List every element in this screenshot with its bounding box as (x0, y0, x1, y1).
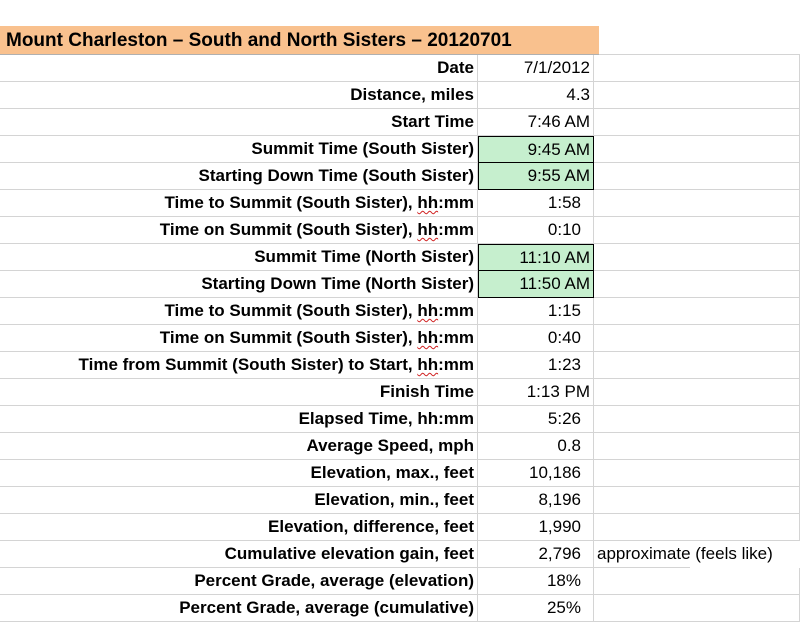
empty-cell[interactable] (690, 190, 800, 217)
spellcheck-flagged-word: hh (417, 355, 439, 374)
empty-cell[interactable] (690, 325, 800, 352)
empty-cell[interactable] (690, 406, 800, 433)
empty-cell[interactable] (690, 460, 800, 487)
note-cell[interactable] (594, 136, 690, 163)
label-cell[interactable] (0, 325, 478, 352)
note-cell[interactable] (594, 163, 690, 190)
note-cell[interactable] (594, 406, 690, 433)
empty-cell[interactable] (690, 352, 800, 379)
note-cell[interactable] (594, 325, 690, 352)
value-cell[interactable]: 25% (478, 595, 594, 622)
row-date (0, 55, 800, 82)
row-elapsed-time (0, 406, 800, 433)
value-cell[interactable]: 0.8 (478, 433, 594, 460)
label-cell[interactable]: Start Time (0, 109, 478, 136)
empty-cell[interactable] (690, 514, 800, 541)
value-cell[interactable]: 0:10 (478, 217, 594, 244)
value-cell[interactable]: 1:58 (478, 190, 594, 217)
value-cell[interactable]: 1:13 PM (478, 379, 594, 406)
empty-cell[interactable] (690, 163, 800, 190)
label-cell[interactable] (0, 190, 478, 217)
label-cell[interactable]: Percent Grade, average (cumulative) (0, 595, 478, 622)
label-text: :mm (438, 328, 474, 347)
highlighted-value-cell[interactable]: 9:55 AM (478, 163, 594, 190)
value-cell[interactable]: 7/1/2012 (478, 55, 594, 82)
value-cell[interactable]: 5:26 (478, 406, 594, 433)
row-time-on-summit-1 (0, 217, 800, 244)
label-cell[interactable]: Elevation, difference, feet (0, 514, 478, 541)
label-cell[interactable]: Distance, miles (0, 82, 478, 109)
label-text: :mm (438, 301, 474, 320)
note-cell[interactable] (594, 433, 690, 460)
value-cell[interactable]: 2,796 (478, 541, 594, 568)
empty-cell[interactable] (690, 82, 800, 109)
row-summit-time-north (0, 244, 800, 271)
note-cell[interactable] (594, 379, 690, 406)
row-start-time (0, 109, 800, 136)
label-cell[interactable] (0, 352, 478, 379)
row-elevation-min (0, 487, 800, 514)
value-cell[interactable]: 0:40 (478, 325, 594, 352)
row-elevation-max (0, 460, 800, 487)
spellcheck-flagged-word: hh (417, 220, 439, 239)
label-cell[interactable]: Date (0, 55, 478, 82)
label-cell[interactable]: Average Speed, mph (0, 433, 478, 460)
note-cell[interactable] (594, 271, 690, 298)
note-cell[interactable] (594, 352, 690, 379)
note-cell[interactable] (594, 82, 690, 109)
highlighted-value-cell[interactable]: 11:50 AM (478, 271, 594, 298)
label-text: :mm (438, 193, 474, 212)
note-cell[interactable] (594, 460, 690, 487)
label-text: :mm (438, 355, 474, 374)
label-text: Time from Summit (South Sister) to Start, (78, 355, 418, 374)
value-cell[interactable]: 7:46 AM (478, 109, 594, 136)
note-cell[interactable]: approximate (feels like) (594, 541, 690, 568)
value-cell[interactable]: 4.3 (478, 82, 594, 109)
row-time-to-summit-1 (0, 190, 800, 217)
note-cell[interactable] (594, 55, 690, 82)
empty-cell[interactable] (690, 55, 800, 82)
empty-cell[interactable] (690, 487, 800, 514)
label-cell[interactable]: Starting Down Time (North Sister) (0, 271, 478, 298)
row-summit-time-south (0, 136, 800, 163)
empty-cell[interactable] (690, 271, 800, 298)
empty-cell[interactable] (690, 379, 800, 406)
empty-cell[interactable] (690, 217, 800, 244)
empty-cell[interactable] (690, 136, 800, 163)
empty-cell[interactable] (690, 244, 800, 271)
note-cell[interactable] (594, 217, 690, 244)
empty-cell[interactable] (690, 568, 800, 595)
note-cell[interactable] (594, 190, 690, 217)
row-finish-time (0, 379, 800, 406)
empty-cell[interactable] (690, 595, 800, 622)
row-elevation-difference (0, 514, 800, 541)
note-cell[interactable] (594, 487, 690, 514)
label-cell[interactable]: Finish Time (0, 379, 478, 406)
note-cell[interactable] (594, 595, 690, 622)
spellcheck-flagged-word: hh (417, 328, 439, 347)
label-cell[interactable]: Elevation, min., feet (0, 487, 478, 514)
value-cell[interactable]: 8,196 (478, 487, 594, 514)
label-text: :mm (438, 220, 474, 239)
empty-cell[interactable] (690, 433, 800, 460)
label-cell[interactable]: Summit Time (South Sister) (0, 136, 478, 163)
label-cell[interactable]: Elevation, max., feet (0, 460, 478, 487)
note-cell[interactable] (594, 244, 690, 271)
note-cell[interactable] (594, 514, 690, 541)
label-cell[interactable] (0, 298, 478, 325)
highlighted-value-cell[interactable]: 9:45 AM (478, 136, 594, 163)
note-cell[interactable] (594, 109, 690, 136)
label-text: Time to Summit (South Sister), (164, 301, 418, 320)
value-cell[interactable]: 10,186 (478, 460, 594, 487)
value-cell[interactable]: 18% (478, 568, 594, 595)
note-cell[interactable] (594, 298, 690, 325)
label-cell[interactable]: Elapsed Time, hh:mm (0, 406, 478, 433)
row-percent-grade-cumulative (0, 595, 800, 622)
row-time-from-summit-to-start (0, 352, 800, 379)
row-distance (0, 82, 800, 109)
row-starting-down-north (0, 271, 800, 298)
row-starting-down-south (0, 163, 800, 190)
label-cell[interactable]: Percent Grade, average (elevation) (0, 568, 478, 595)
row-average-speed (0, 433, 800, 460)
value-cell[interactable]: 1,990 (478, 514, 594, 541)
value-cell[interactable]: 1:23 (478, 352, 594, 379)
title-extension-cell[interactable] (599, 26, 800, 55)
sheet-title-cell[interactable]: Mount Charleston – South and North Sisters – 20120701 (0, 26, 599, 55)
row-cumulative-elevation-gain (0, 541, 800, 568)
row-percent-grade-elevation (0, 568, 800, 595)
note-cell[interactable] (594, 568, 690, 595)
spellcheck-flagged-word: hh (417, 193, 439, 212)
empty-cell[interactable] (690, 298, 800, 325)
label-cell[interactable]: Cumulative elevation gain, feet (0, 541, 478, 568)
label-text: Time to Summit (South Sister), (164, 193, 418, 212)
row-time-to-summit-2 (0, 298, 800, 325)
row-time-on-summit-2 (0, 325, 800, 352)
label-cell[interactable]: Starting Down Time (South Sister) (0, 163, 478, 190)
value-cell[interactable]: 1:15 (478, 298, 594, 325)
label-text: Time on Summit (South Sister), (159, 328, 418, 347)
label-text: Time on Summit (South Sister), (159, 220, 418, 239)
highlighted-value-cell[interactable]: 11:10 AM (478, 244, 594, 271)
label-cell[interactable] (0, 217, 478, 244)
spellcheck-flagged-word: hh (417, 301, 439, 320)
label-cell[interactable]: Summit Time (North Sister) (0, 244, 478, 271)
empty-cell[interactable] (690, 109, 800, 136)
